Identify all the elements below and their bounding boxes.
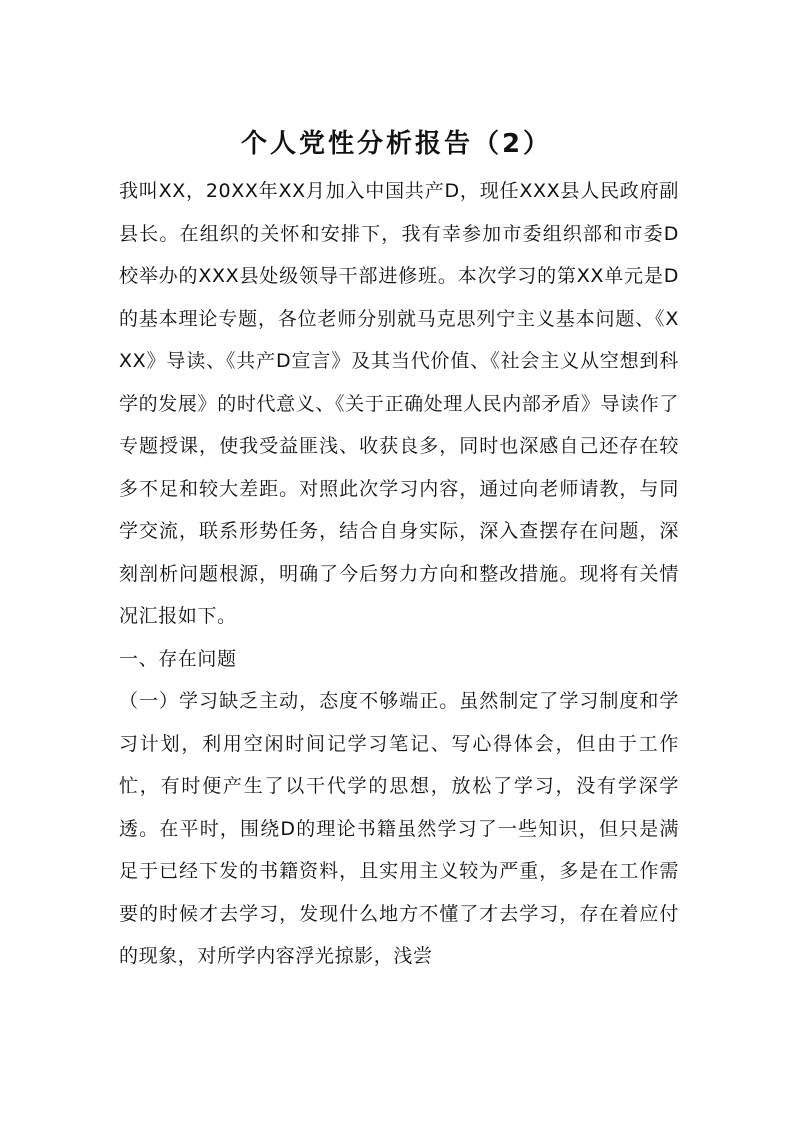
document-title: 个人党性分析报告（2） (240, 129, 553, 159)
problem-item-1-paragraph: （一）学习缺乏主动，态度不够端正。虽然制定了学习制度和学习计划，利用空闲时间记学习笔记、写心得体会，但由于工作忙，有时便产生了以干代学的思想，放松了学习，没有学深学透。在平时，围绕D的理论书籍虽然学习了一些知识，但只是满足于已经下发的书籍资料，且实用主义较为严重，多是在工作需要的时候才去学习，发现什么地方不懂了才去学习，存在着应付的现象，对所学内容浮光掠影，浅尝 (119, 690, 679, 967)
intro-paragraph: 我叫XX，20XX年XX月加入中国共产D，现任XXX县人民政府副县长。在组织的关怀和安排下，我有幸参加市委组织部和市委D校举办的XXX县处级领导干部进修班。本次学习的第XX单元是D的基本理论专题，各位老师分别就马克思列宁主义基本问题、《XXX》导读、《共产D宣言》及其当代价值、《社会主义从空想到科学的发展》的时代意义、《关于正确处理人民内部矛盾》导读作了专题授课，使我受益匪浅、收获良多，同时也深感自己还存在较多不足和较大差距。对照此次学习内容，通过向老师请教，与同学交流，联系形势任务，结合自身实际，深入查摆存在问题，深刻剖析问题根源，明确了今后努力方向和整改措施。现将有关情况汇报如下。 (119, 180, 679, 627)
section-heading-problems: 一、存在问题 (119, 647, 237, 670)
document-body (119, 170, 679, 978)
